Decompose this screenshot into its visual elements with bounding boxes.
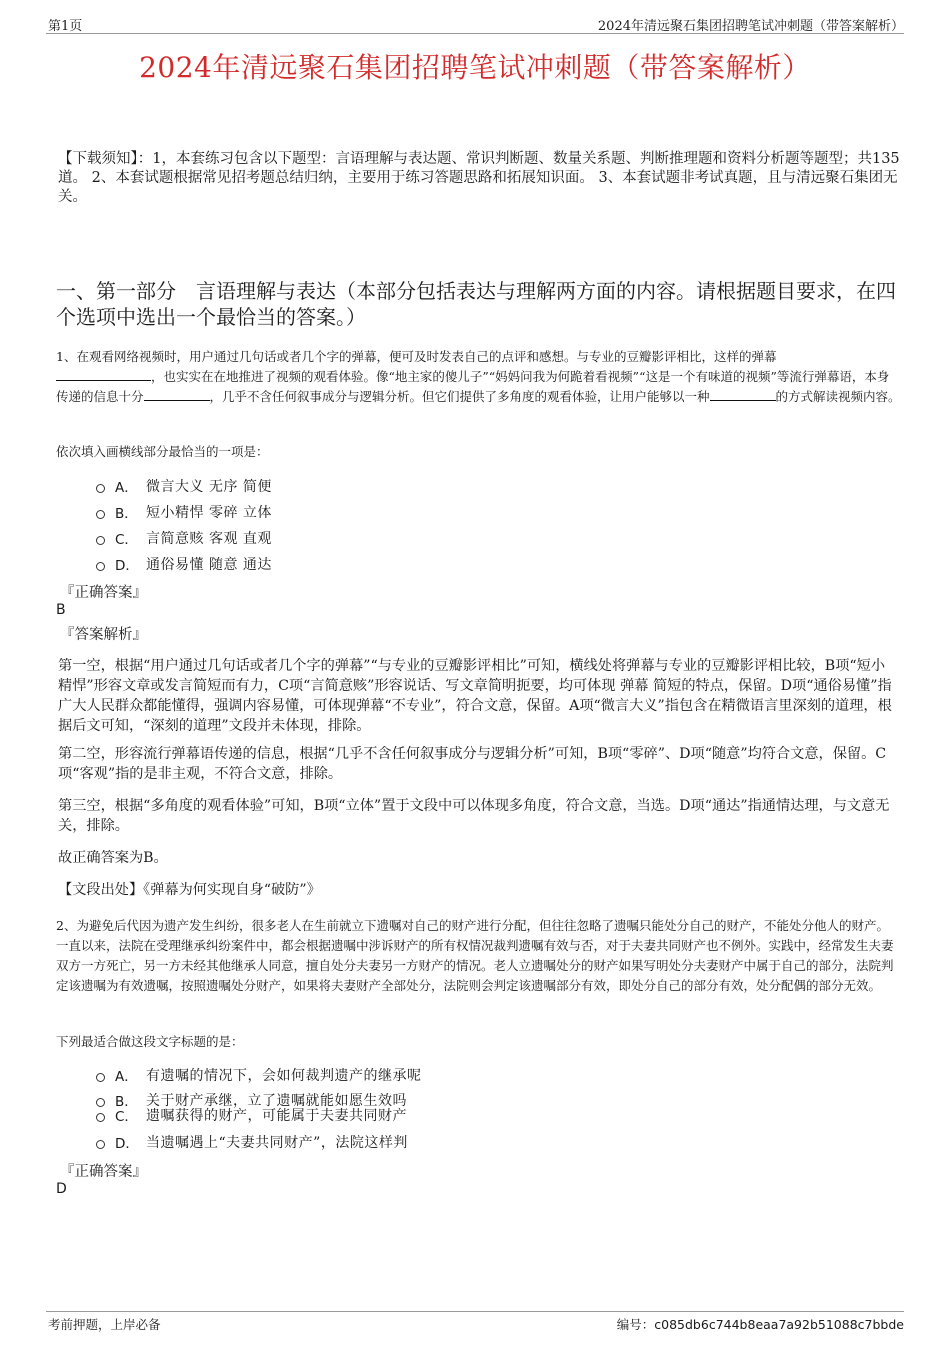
footer-slogan: 考前押题，上岸必备 bbox=[48, 1317, 161, 1332]
question-2-option-c[interactable]: C． 遗嘱获得的财产，可能属于夫妻共同财产 bbox=[96, 1105, 407, 1125]
radio-icon[interactable] bbox=[96, 536, 105, 545]
page-title: 2024年清远聚石集团招聘笔试冲刺题（带答案解析） bbox=[139, 51, 811, 84]
question-1-option-c[interactable]: C． 言简意赅 客观 直观 bbox=[96, 528, 272, 548]
question-1-blank-2 bbox=[144, 400, 210, 401]
question-1-blank-3 bbox=[710, 400, 776, 401]
question-1-text-part-b: ，也实实在在地推进了视频的观看体验。像“地主家的傻儿子”“妈妈问我为何跪着看视频”“这是一个有味道的视频”等流行弹幕语，本身传递的信息十分 bbox=[56, 369, 890, 404]
radio-icon[interactable] bbox=[96, 484, 105, 493]
question-1-answer: B bbox=[56, 602, 66, 618]
radio-icon[interactable] bbox=[96, 562, 105, 571]
question-1-text bbox=[56, 347, 901, 407]
download-notice: 【下载须知】：1，本套练习包含以下题型：言语理解与表达题、常识判断题、数量关系题、判断推理题和资料分析题等题型；共135道。 2、本套试题根据常见招考题总结归纳，主要用于练习答题思路和拓展知识面。 3、本套试题非考试真题，且与清远聚石集团无关。 bbox=[58, 151, 900, 205]
question-1-analysis-label: 『答案解析』 bbox=[60, 627, 147, 643]
question-1-text-part-d: 的方式解读视频内容。 bbox=[775, 389, 901, 404]
question-1-text-part-c: ，几乎不含任何叙事成分与逻辑分析。但它们提供了多角度的观看体验，让用户能够以一种 bbox=[209, 389, 710, 404]
question-2-prompt: 下列最适合做这段文字标题的是： bbox=[56, 1034, 244, 1049]
header-divider bbox=[46, 33, 904, 34]
question-1-answer-label: 『正确答案』 bbox=[60, 585, 147, 601]
footer-code bbox=[617, 1315, 904, 1333]
footer-divider bbox=[46, 1311, 904, 1312]
header-page-number: 第1页 bbox=[48, 19, 83, 34]
question-1-source: 【文段出处】《弹幕为何实现自身“破防”》 bbox=[58, 882, 321, 898]
radio-icon[interactable] bbox=[96, 1140, 105, 1149]
question-1-analysis-para-2: 第二空，形容流行弹幕语传递的信息，根据“几乎不含任何叙事成分与逻辑分析”可知，B项“零碎”、D项“随意”均符合文意，保留。C项“客观”指的是非主观，不符合文意，排除。 bbox=[58, 746, 887, 782]
question-1-prompt: 依次填入画横线部分最恰当的一项是： bbox=[56, 444, 269, 459]
question-1-option-b[interactable]: B． 短小精悍 零碎 立体 bbox=[96, 502, 272, 522]
radio-icon[interactable] bbox=[96, 510, 105, 519]
question-2-option-a[interactable]: A． 有遗嘱的情况下，会如何裁判遗产的继承呢 bbox=[96, 1065, 422, 1085]
question-1-option-d[interactable]: D． 通俗易懂 随意 通达 bbox=[96, 554, 272, 574]
radio-icon[interactable] bbox=[96, 1113, 105, 1122]
footer-code-value: c085db6c744b8eaa7a92b51088c7bbde bbox=[654, 1317, 904, 1332]
question-1-analysis-para-1: 第一空，根据“用户通过几句话或者几个字的弹幕”“与专业的豆瓣影评相比”可知，横线处将弹幕与专业的豆瓣影评相比较，B项“短小精悍”形容文章或发言简短而有力，C项“言简意赅”形容说话、写文章简明扼要，均可体现 弹幕 简短的特点，保留。D项“通俗易懂”指广大人民群众都能懂得，强调内容易懂，可体现弹幕“不专业”，符合文意，保留。A项“微言大义”指包含在精微语言里深刻的道理，根据后文可知，“深刻的道理”文段并未体现，排除。 bbox=[58, 658, 892, 734]
question-2-answer-label: 『正确答案』 bbox=[60, 1164, 147, 1180]
question-2-answer: D bbox=[56, 1181, 67, 1197]
question-2-text: 2、为避免后代因为遗产发生纠纷，很多老人在生前就立下遗嘱对自己的财产进行分配，但往往忽略了遗嘱只能处分自己的财产，不能处分他人的财产。一直以来，法院在受理继承纠纷案件中，都会根据遗嘱中涉诉财产的所有权情况裁判遗嘱有效与否，对于夫妻共同财产也不例外。实践中，经常发生夫妻双方一方死亡，另一方未经其他继承人同意，擅自处分夫妻另一方财产的情况。老人立遗嘱处分的财产如果写明处分夫妻财产中属于自己的部分，法院判定该遗嘱为有效遗嘱，按照遗嘱处分财产，如果将夫妻财产全部处分，法院则会判定该遗嘱部分有效，即处分自己的部分有效，处分配偶的部分无效。 bbox=[56, 918, 894, 993]
question-1-text-part-a: 1、在观看网络视频时，用户通过几句话或者几个字的弹幕，便可及时发表自己的点评和感想。与专业的豆瓣影评相比，这样的弹幕 bbox=[56, 349, 777, 364]
question-2-option-d[interactable]: D． 当遗嘱遇上“夫妻共同财产”，法院这样判 bbox=[96, 1132, 408, 1152]
question-1-analysis-para-3: 第三空，根据“多角度的观看体验”可知，B项“立体”置于文段中可以体现多角度，符合文意，当选。D项“通达”指通情达理，与文意无关，排除。 bbox=[58, 798, 890, 834]
footer-code-label: 编号： bbox=[616, 1317, 655, 1332]
question-2-option-b[interactable]: B． 关于财产承继，立了遗嘱就能如愿生效吗 bbox=[96, 1090, 407, 1110]
radio-icon[interactable] bbox=[96, 1073, 105, 1082]
header-doc-title: 2024年清远聚石集团招聘笔试冲刺题（带答案解析） bbox=[597, 19, 904, 34]
question-1-blank-1 bbox=[56, 380, 151, 381]
question-1-analysis-conclusion: 故正确答案为B。 bbox=[58, 850, 168, 866]
section-heading: 一、第一部分 言语理解与表达（本部分包括表达与理解两方面的内容。请根据题目要求，在四个选项中选出一个最恰当的答案。） bbox=[56, 279, 896, 329]
question-1-option-a[interactable]: A． 微言大义 无序 简便 bbox=[96, 476, 272, 496]
